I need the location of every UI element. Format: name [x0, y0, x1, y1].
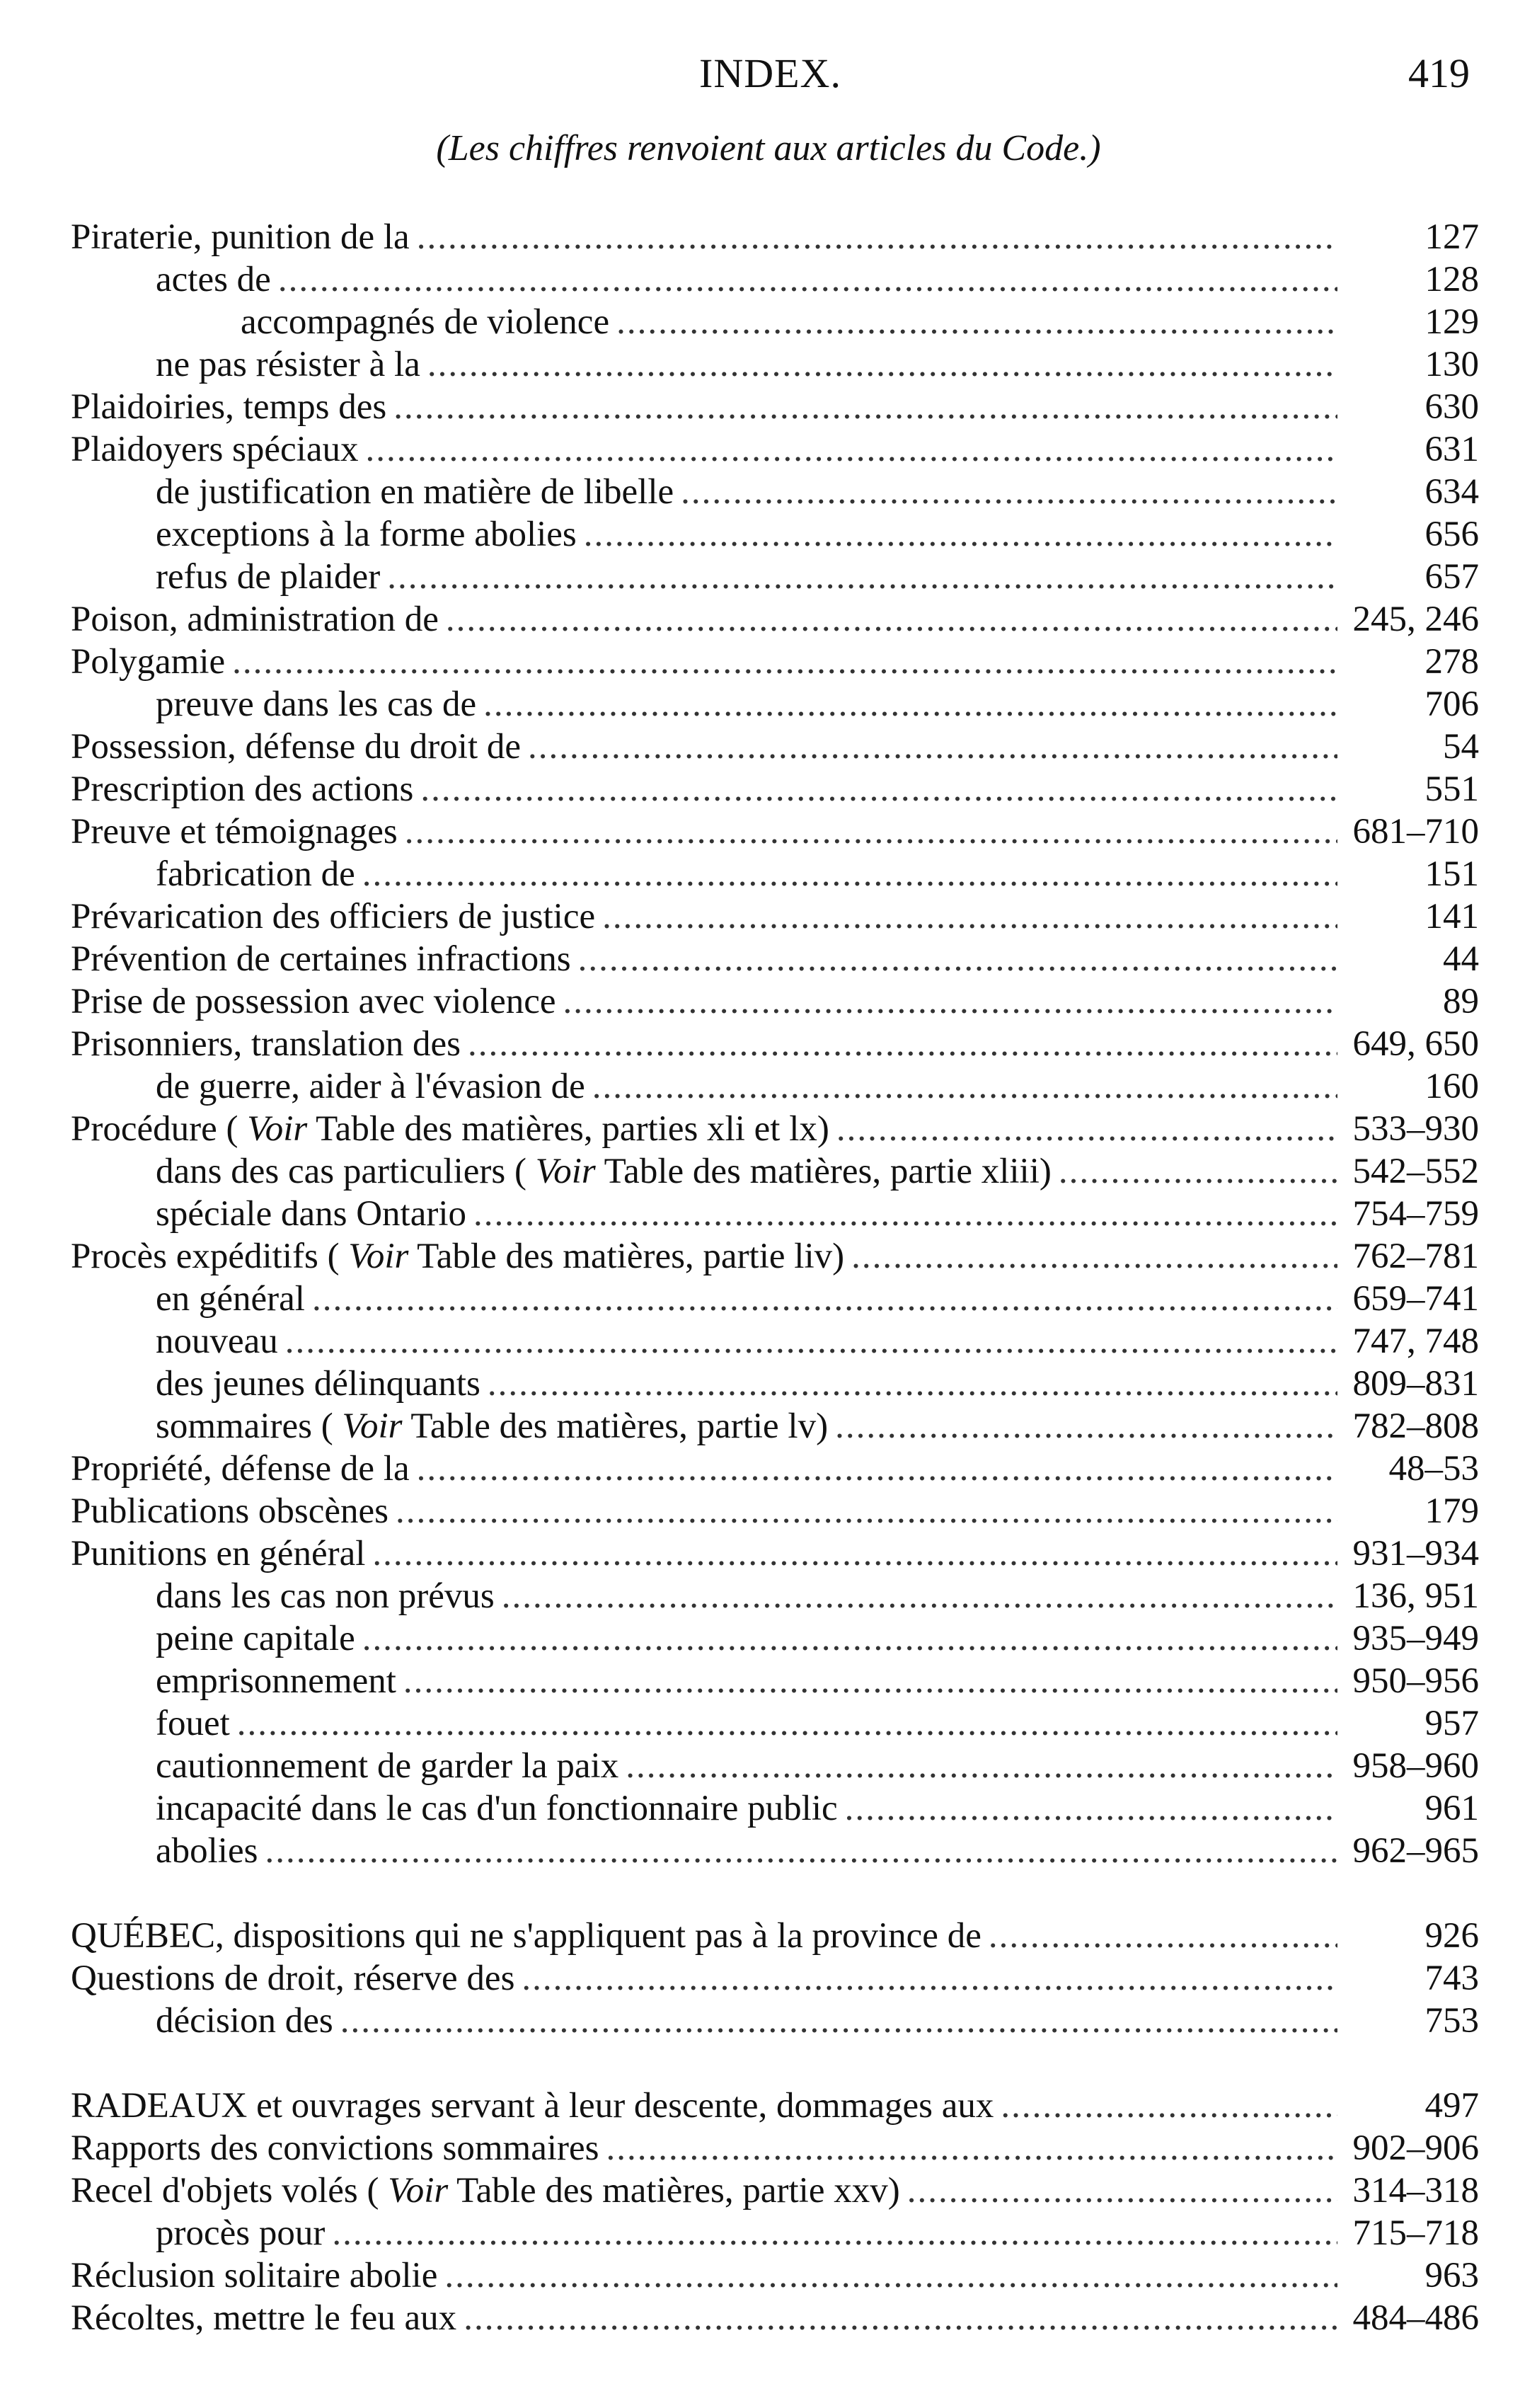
- index-entry: [71, 1490, 1479, 1532]
- index-entry: [71, 1023, 1479, 1065]
- entry-label-text: Table des matières, partie lv): [402, 1406, 829, 1446]
- entry-label-voir: Voir: [247, 1109, 308, 1149]
- dot-leader: [989, 1915, 1337, 1957]
- entry-label: Récoltes, mettre le feu aux: [71, 2298, 457, 2338]
- index-entry: [71, 768, 1479, 810]
- dot-leader: [681, 471, 1337, 513]
- dot-leader: [237, 1702, 1337, 1745]
- index-entry: [71, 556, 1479, 598]
- dot-leader: [483, 683, 1337, 726]
- entry-reference: 54: [1443, 727, 1479, 767]
- index-entry: [71, 1745, 1479, 1787]
- index-entries: [71, 216, 1479, 2339]
- entry-label-text: Table des matières, partie xliii): [595, 1152, 1052, 1191]
- entry-reference: 950–956: [1352, 1661, 1479, 1701]
- entry-label: Piraterie, punition de la: [71, 217, 410, 257]
- index-entry: [71, 301, 1479, 343]
- dot-leader: [464, 2297, 1337, 2339]
- entry-reference: 314–318: [1352, 2171, 1479, 2211]
- entry-label: [156, 1150, 1052, 1193]
- dot-leader: [446, 598, 1337, 641]
- entry-reference: 926: [1424, 1916, 1479, 1956]
- entry-reference: 533–930: [1352, 1109, 1479, 1149]
- dot-leader: [427, 343, 1337, 386]
- entry-reference: 129: [1424, 302, 1479, 342]
- entry-label: RADEAUX et ouvrages servant à leur descente, dommages aux: [71, 2086, 994, 2126]
- dot-leader: [393, 386, 1337, 428]
- index-entry: [71, 1702, 1479, 1745]
- entry-reference: 48–53: [1388, 1449, 1479, 1489]
- entry-label: Possession, défense du droit de: [71, 727, 522, 767]
- entry-label: exceptions à la forme abolies: [156, 515, 577, 554]
- dot-leader: [584, 513, 1337, 556]
- dot-leader: [626, 1745, 1337, 1787]
- entry-reference: 245, 246: [1352, 600, 1479, 639]
- dot-leader: [362, 853, 1337, 895]
- dot-leader: [578, 938, 1337, 980]
- dot-leader: [502, 1575, 1337, 1617]
- entry-label: de guerre, aider à l'évasion de: [156, 1067, 585, 1106]
- entry-label: Propriété, défense de la: [71, 1449, 410, 1489]
- index-entry: [71, 258, 1479, 301]
- entry-label: Prévarication des officiers de justice: [71, 897, 596, 936]
- index-entry: [71, 216, 1479, 258]
- entry-reference: 957: [1424, 1704, 1479, 1743]
- index-entry: [71, 386, 1479, 428]
- entry-label: décision des: [156, 2001, 333, 2041]
- dot-leader: [835, 1405, 1337, 1447]
- index-entry: [71, 1193, 1479, 1235]
- dot-leader: [592, 1065, 1337, 1108]
- entry-reference: 130: [1424, 345, 1479, 384]
- dot-leader: [602, 895, 1337, 938]
- entry-reference: 89: [1443, 982, 1479, 1021]
- entry-label: de justification en matière de libelle: [156, 472, 674, 512]
- entry-reference: 706: [1424, 684, 1479, 724]
- index-entry: [71, 513, 1479, 556]
- entry-label: Prisonniers, translation des: [71, 1024, 461, 1064]
- page-title: INDEX.: [699, 50, 841, 96]
- entry-reference: 681–710: [1352, 812, 1479, 852]
- entry-label-text: Procès expéditifs (: [71, 1237, 349, 1276]
- entry-reference: 151: [1424, 854, 1479, 894]
- index-entry: [71, 2212, 1479, 2254]
- entry-label-text: Table des matières, parties xli et lx): [307, 1109, 829, 1149]
- page-number: 419: [1408, 50, 1470, 96]
- dot-leader: [851, 1235, 1337, 1278]
- dot-leader: [616, 301, 1337, 343]
- dot-leader: [232, 641, 1337, 683]
- index-entry: [71, 1150, 1479, 1193]
- index-note: (Les chiffres renvoient aux articles du Code.): [436, 128, 1101, 168]
- entry-label: Prescription des actions: [71, 769, 414, 809]
- index-entry: [71, 2297, 1479, 2339]
- entry-reference: 649, 650: [1352, 1024, 1479, 1064]
- entry-reference: 659–741: [1352, 1279, 1479, 1319]
- entry-reference: 753: [1424, 2001, 1479, 2041]
- dot-leader: [332, 2212, 1337, 2254]
- entry-label: incapacité dans le cas d'un fonctionnaire public: [156, 1789, 838, 1828]
- entry-label: QUÉBEC, dispositions qui ne s'appliquent pas à la province de: [71, 1916, 982, 1956]
- entry-label: emprisonnement: [156, 1661, 396, 1701]
- index-entry: [71, 1617, 1479, 1660]
- entry-label-voir: Voir: [348, 1237, 409, 1276]
- entry-reference: 551: [1424, 769, 1479, 809]
- entry-reference: 747, 748: [1352, 1321, 1479, 1361]
- dot-leader: [387, 556, 1337, 598]
- entry-reference: 542–552: [1352, 1152, 1479, 1191]
- entry-label: Polygamie: [71, 642, 226, 682]
- entry-label: des jeunes délinquants: [156, 1364, 480, 1404]
- entry-label: Poison, administration de: [71, 600, 439, 639]
- index-entry: [71, 2127, 1479, 2169]
- index-entry: [71, 1363, 1479, 1405]
- entry-reference: 127: [1424, 217, 1479, 257]
- dot-leader: [417, 216, 1337, 258]
- entry-label: procès pour: [156, 2213, 326, 2253]
- dot-leader: [265, 1830, 1337, 1872]
- dot-leader: [340, 2000, 1337, 2042]
- dot-leader: [1001, 2085, 1337, 2127]
- entry-label: Punitions en général: [71, 1534, 366, 1573]
- entry-reference: 656: [1424, 515, 1479, 554]
- index-entry: [71, 853, 1479, 895]
- entry-label: fabrication de: [156, 854, 355, 894]
- index-entry: [71, 2254, 1479, 2297]
- entry-label: ne pas résister à la: [156, 345, 420, 384]
- entry-reference: 179: [1424, 1491, 1479, 1531]
- entry-reference: 484–486: [1352, 2298, 1479, 2338]
- dot-leader: [907, 2169, 1337, 2212]
- entry-label-text: Recel d'objets volés (: [71, 2171, 388, 2211]
- dot-leader: [444, 2254, 1337, 2297]
- entry-label: Réclusion solitaire abolie: [71, 2256, 438, 2295]
- entry-reference: 160: [1424, 1067, 1479, 1106]
- entry-reference: 962–965: [1352, 1831, 1479, 1871]
- index-entry: [71, 980, 1479, 1023]
- entry-label: en général: [156, 1279, 305, 1319]
- entry-label: Prévention de certaines infractions: [71, 939, 571, 979]
- entry-label-text: Table des matières, partie liv): [408, 1237, 845, 1276]
- index-entry: [71, 1405, 1479, 1447]
- entry-reference: 634: [1424, 472, 1479, 512]
- entry-reference: 128: [1424, 260, 1479, 299]
- entry-reference: 631: [1424, 430, 1479, 469]
- entry-label-voir: Voir: [535, 1152, 596, 1191]
- entry-label: peine capitale: [156, 1619, 355, 1658]
- index-entry: [71, 1830, 1479, 1872]
- dot-leader: [1059, 1150, 1337, 1193]
- entry-reference: 715–718: [1352, 2213, 1479, 2253]
- entry-reference: 754–759: [1352, 1194, 1479, 1234]
- dot-leader: [278, 258, 1337, 301]
- index-entry: [71, 428, 1479, 471]
- index-entry: [71, 2085, 1479, 2127]
- dot-leader: [396, 1490, 1337, 1532]
- entry-label: fouet: [156, 1704, 230, 1743]
- index-entry: [71, 2000, 1479, 2042]
- index-entry: [71, 641, 1479, 683]
- entry-reference: 935–949: [1352, 1619, 1479, 1658]
- entry-label: Rapports des convictions sommaires: [71, 2128, 599, 2168]
- entry-label-text: sommaires (: [156, 1406, 342, 1446]
- entry-label: actes de: [156, 260, 271, 299]
- index-entry: [71, 1575, 1479, 1617]
- dot-leader: [522, 1957, 1337, 2000]
- entry-reference: 762–781: [1352, 1237, 1479, 1276]
- entry-label: dans les cas non prévus: [156, 1576, 495, 1616]
- entry-reference: 657: [1424, 557, 1479, 597]
- dot-leader: [836, 1108, 1337, 1150]
- entry-label: Questions de droit, réserve des: [71, 1959, 515, 1998]
- index-entry: [71, 1235, 1479, 1278]
- entry-label-voir: Voir: [388, 2171, 449, 2211]
- page-header: [71, 41, 1470, 105]
- index-entry: [71, 343, 1479, 386]
- entry-label: Plaidoiries, temps des: [71, 387, 387, 427]
- entry-reference: 961: [1424, 1789, 1479, 1828]
- entry-label: Prise de possession avec violence: [71, 982, 556, 1021]
- dot-leader: [417, 1447, 1337, 1490]
- entry-label: Publications obscènes: [71, 1491, 389, 1531]
- dot-leader: [285, 1320, 1337, 1363]
- dot-leader: [312, 1278, 1337, 1320]
- index-entry: [71, 810, 1479, 853]
- dot-leader: [473, 1193, 1337, 1235]
- index-entry: [71, 938, 1479, 980]
- entry-label-voir: Voir: [342, 1406, 403, 1446]
- dot-leader: [405, 810, 1337, 853]
- entry-label: [71, 2169, 900, 2212]
- entry-reference: 743: [1424, 1959, 1479, 1998]
- entry-label: preuve dans les cas de: [156, 684, 477, 724]
- entry-label: [71, 1108, 829, 1150]
- dot-leader: [528, 726, 1337, 768]
- index-entry: [71, 1447, 1479, 1490]
- entry-reference: 963: [1424, 2256, 1479, 2295]
- index-entry: [71, 1320, 1479, 1363]
- entry-reference: 782–808: [1352, 1406, 1479, 1446]
- dot-leader: [468, 1023, 1337, 1065]
- entry-reference: 931–934: [1352, 1534, 1479, 1573]
- entry-label-text: dans des cas particuliers (: [156, 1152, 536, 1191]
- entry-label-text: Table des matières, partie xxv): [448, 2171, 900, 2211]
- index-entry: [71, 1915, 1479, 1957]
- index-entry: [71, 726, 1479, 768]
- index-entry: [71, 895, 1479, 938]
- entry-label: spéciale dans Ontario: [156, 1194, 467, 1234]
- index-entry: [71, 471, 1479, 513]
- entry-label-text: Procédure (: [71, 1109, 248, 1149]
- dot-leader: [362, 1617, 1337, 1660]
- entry-label: Preuve et témoignages: [71, 812, 398, 852]
- entry-label: cautionnement de garder la paix: [156, 1746, 619, 1786]
- dot-leader: [845, 1787, 1337, 1830]
- entry-reference: 278: [1424, 642, 1479, 682]
- entry-label: accompagnés de violence: [241, 302, 610, 342]
- entry-reference: 497: [1424, 2086, 1479, 2126]
- entry-reference: 902–906: [1352, 2128, 1479, 2168]
- index-entry: [71, 1957, 1479, 2000]
- index-entry: [71, 1108, 1479, 1150]
- entry-label: refus de plaider: [156, 557, 381, 597]
- entry-reference: 809–831: [1352, 1364, 1479, 1404]
- index-entry: [71, 683, 1479, 726]
- index-entry: [71, 1660, 1479, 1702]
- dot-leader: [372, 1532, 1337, 1575]
- dot-leader: [563, 980, 1338, 1023]
- entry-reference: 630: [1424, 387, 1479, 427]
- entry-label: [156, 1405, 828, 1447]
- index-entry: [71, 1278, 1479, 1320]
- dot-leader: [365, 428, 1337, 471]
- entry-reference: 141: [1424, 897, 1479, 936]
- index-entry: [71, 598, 1479, 641]
- entry-label: abolies: [156, 1831, 258, 1871]
- entry-label: [71, 1235, 844, 1278]
- dot-leader: [488, 1363, 1337, 1405]
- dot-leader: [403, 1660, 1337, 1702]
- index-entry: [71, 1532, 1479, 1575]
- dot-leader: [606, 2127, 1337, 2169]
- entry-reference: 44: [1443, 939, 1479, 979]
- entry-label: nouveau: [156, 1321, 278, 1361]
- index-entry: [71, 2169, 1479, 2212]
- index-entry: [71, 1065, 1479, 1108]
- entry-label: Plaidoyers spéciaux: [71, 430, 359, 469]
- entry-reference: 136, 951: [1352, 1576, 1479, 1616]
- entry-reference: 958–960: [1352, 1746, 1479, 1786]
- index-entry: [71, 1787, 1479, 1830]
- dot-leader: [420, 768, 1337, 810]
